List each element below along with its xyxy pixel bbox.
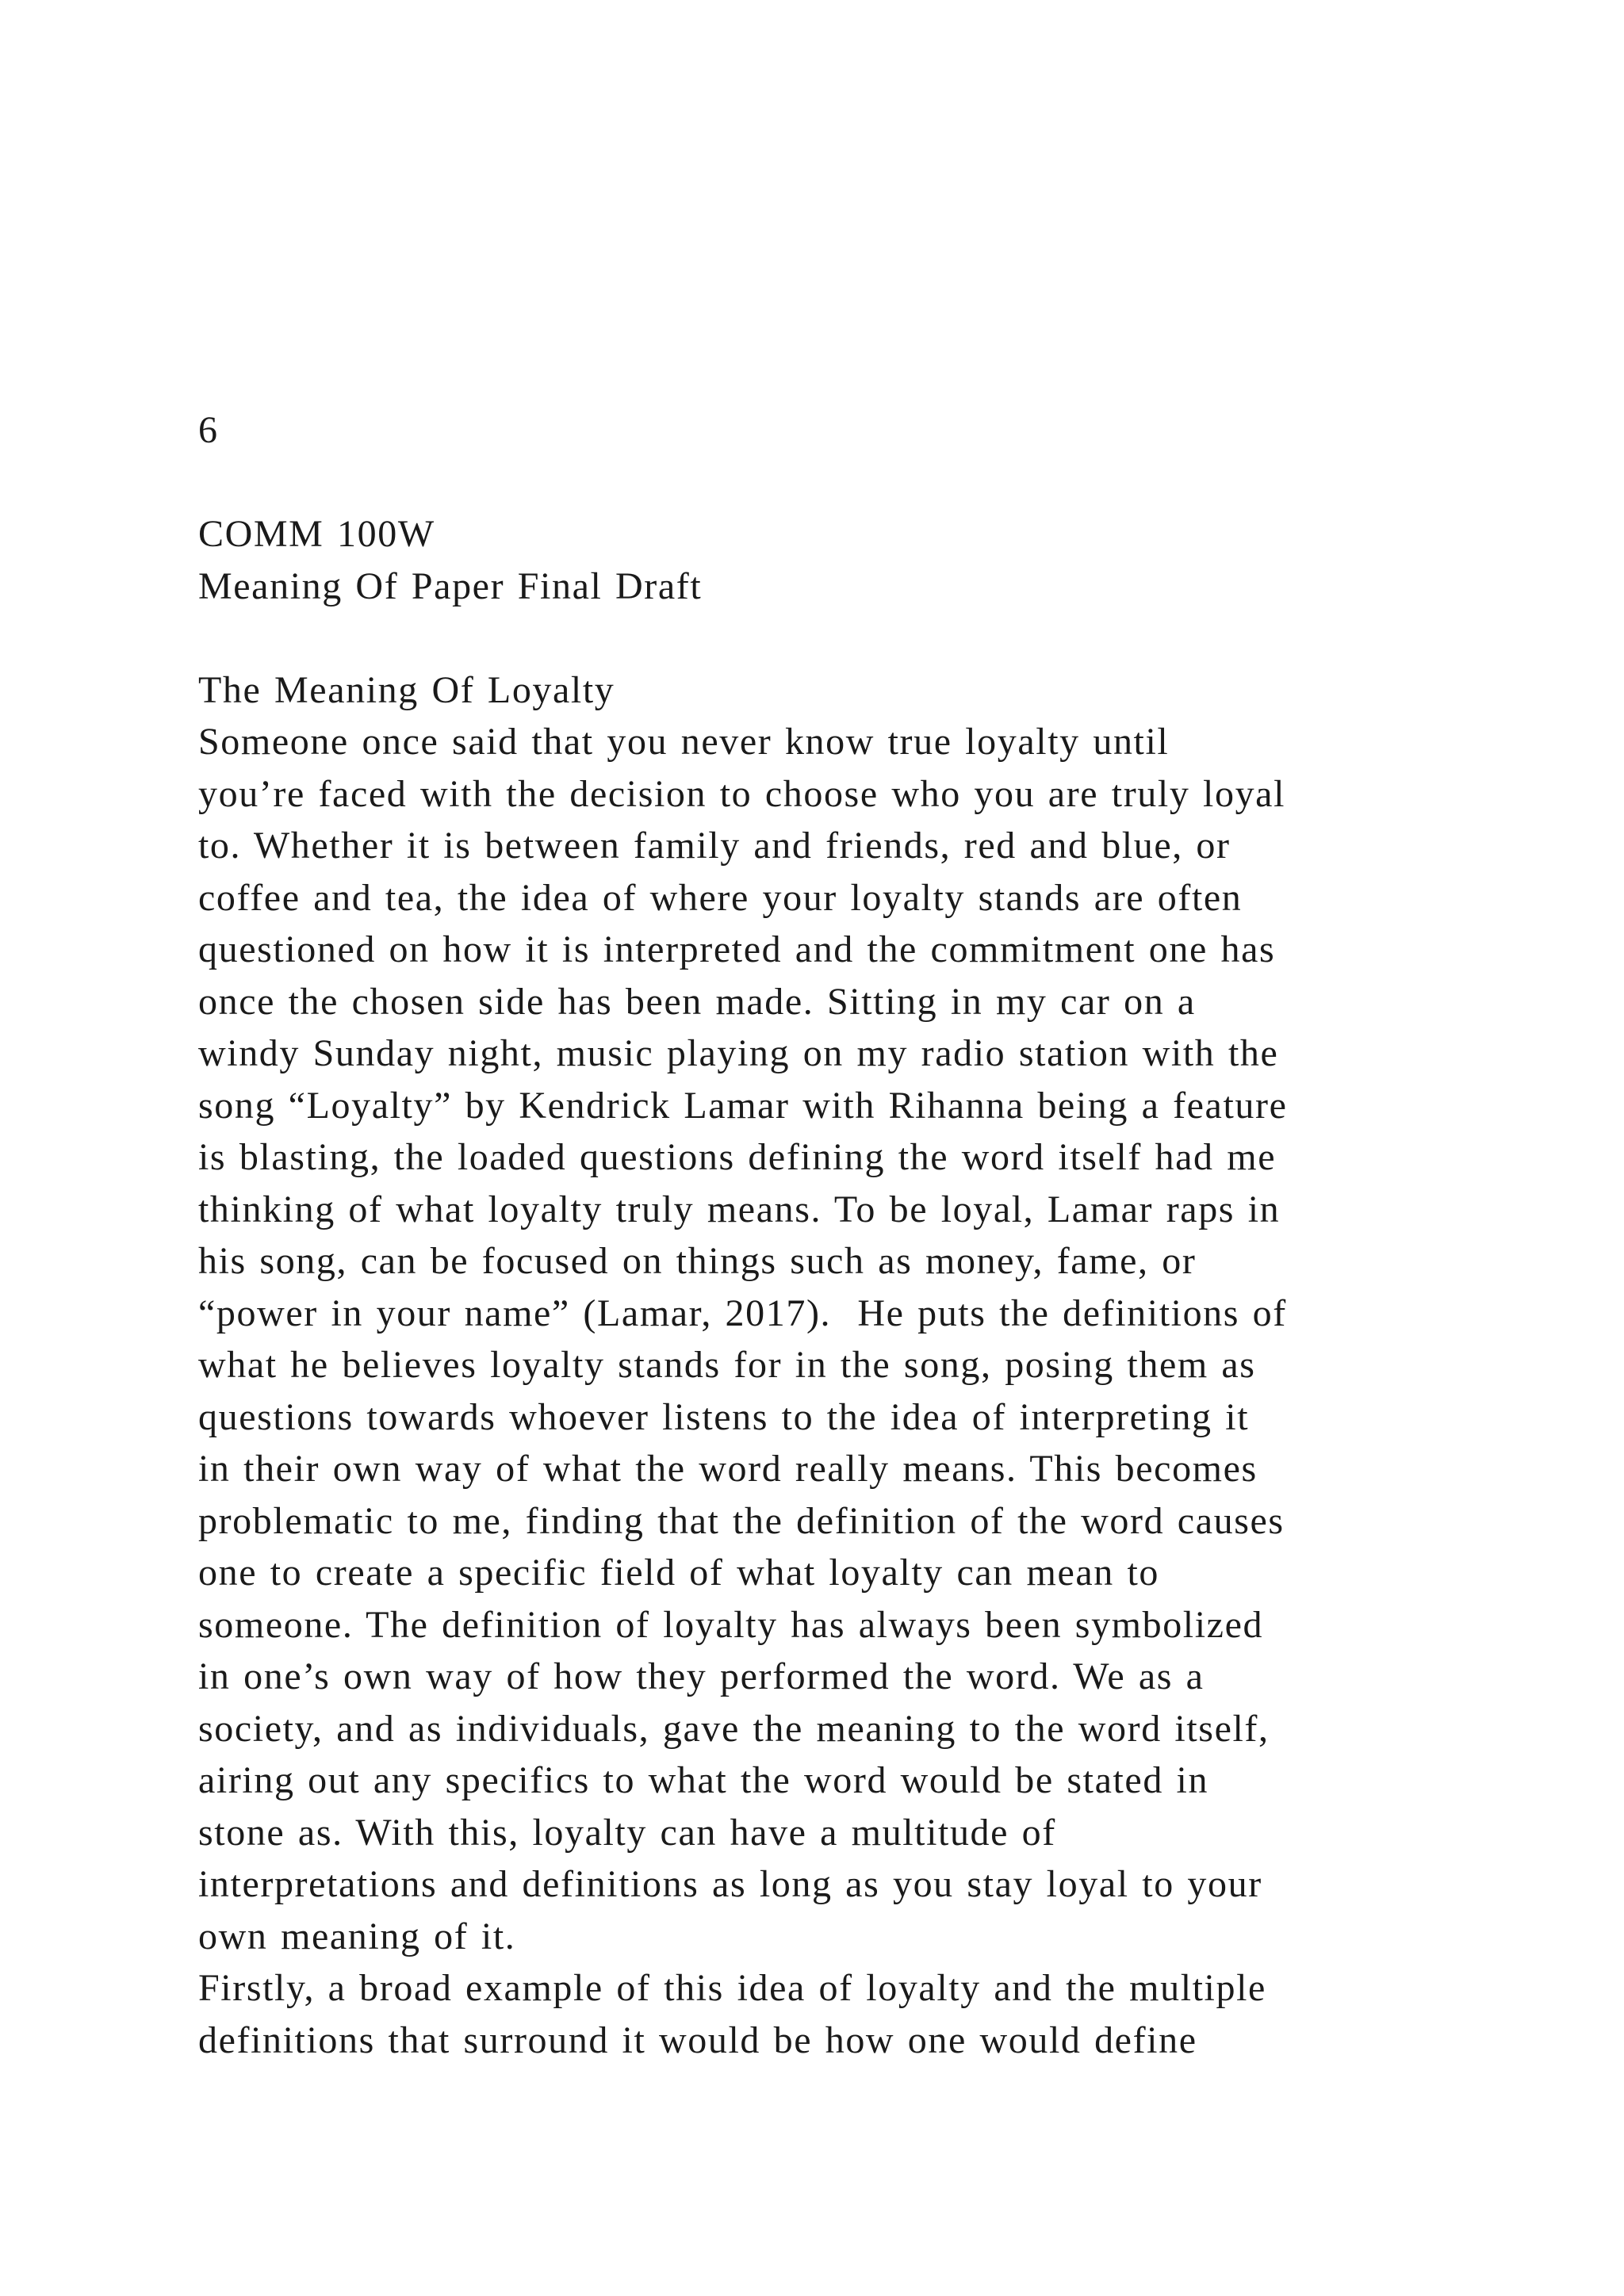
body-line: what he believes loyalty stands for in the song, posing them as (198, 1344, 1256, 1386)
body-line: in one’s own way of how they performed the word. We as a (198, 1655, 1205, 1697)
body-line: stone as. With this, loyalty can have a multitude of (198, 1811, 1056, 1854)
body-line: questioned on how it is interpreted and the commitment one has (198, 928, 1276, 970)
document-body (198, 404, 1546, 2066)
body-line: thinking of what loyalty truly means. To be loyal, Lamar raps in (198, 1188, 1281, 1230)
body-line: interpretations and definitions as long as you stay loyal to your (198, 1863, 1262, 1905)
body-line: once the chosen side has been made. Sitting in my car on a (198, 980, 1196, 1023)
page-number: 6 (198, 409, 219, 451)
body-line: Someone once said that you never know true loyalty until (198, 721, 1170, 763)
body-line: someone. The definition of loyalty has always been symbolized (198, 1603, 1264, 1646)
body-line: is blasting, the loaded questions defining the word itself had me (198, 1136, 1277, 1178)
body-line: Firstly, a broad example of this idea of loyalty and the multiple (198, 1967, 1266, 2009)
body-line: windy Sunday night, music playing on my radio station with the (198, 1032, 1279, 1074)
paper-title: The Meaning Of Loyalty (198, 668, 615, 711)
body-line: you’re faced with the decision to choose who you are truly loyal (198, 772, 1286, 815)
body-line: own meaning of it. (198, 1915, 516, 1957)
body-line: problematic to me, finding that the definition of the word causes (198, 1499, 1285, 1542)
blank-line (198, 612, 1546, 664)
course-code: COMM 100W (198, 513, 435, 555)
body-line: coffee and tea, the idea of where your loyalty stands are often (198, 876, 1243, 919)
body-line: one to create a specific field of what loyalty can mean to (198, 1552, 1159, 1594)
body-line: airing out any specifics to what the word would be stated in (198, 1759, 1209, 1801)
body-line: his song, can be focused on things such as money, fame, or (198, 1240, 1197, 1282)
blank-line (198, 457, 1546, 509)
body-line: song “Loyalty” by Kendrick Lamar with Rihanna being a feature (198, 1084, 1288, 1127)
body-line: to. Whether it is between family and friends, red and blue, or (198, 825, 1231, 867)
assignment-title: Meaning Of Paper Final Draft (198, 564, 703, 607)
body-line: society, and as individuals, gave the meaning to the word itself, (198, 1707, 1270, 1750)
body-line: in their own way of what the word really means. This becomes (198, 1448, 1258, 1490)
body-line: questions towards whoever listens to the idea of interpreting it (198, 1395, 1250, 1438)
body-line: “power in your name” (Lamar, 2017). He puts the definitions of (198, 1292, 1287, 1334)
body-line: definitions that surround it would be how one would define (198, 2019, 1197, 2061)
